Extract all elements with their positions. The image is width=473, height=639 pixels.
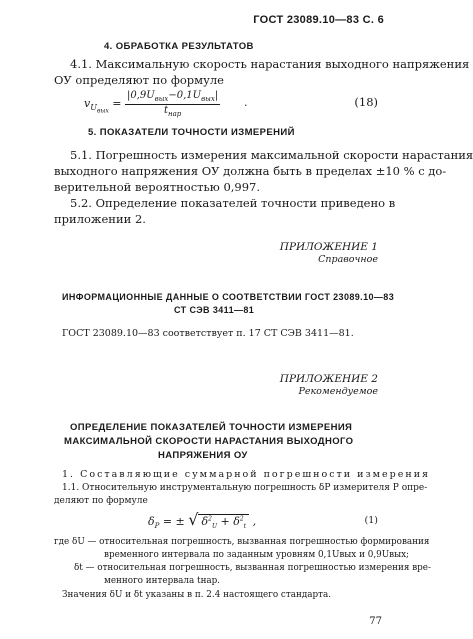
appendix-2-title-line-3: НАПРЯЖЕНИЯ ОУ [158,450,248,461]
formula-lhs: v [84,97,91,110]
section-4-para-line-2: ОУ определяют по формуле [54,73,224,87]
where-line-3: δt — относительная погрешность, вызванная погрешностью измерения вре- [74,563,431,573]
formula-numerator: $|0,9U_{вых}-0,1U_{вых}|$ [126,90,219,103]
sqrt-symbol: √ [188,510,199,529]
appendix-2-title-line-2: МАКСИМАЛЬНОЙ СКОРОСТИ НАРАСТАНИЯ ВЫХОДНОГО [64,436,354,447]
section-5-line-2: выходного напряжения ОУ должна быть в пределах ±10 % с до- [54,164,447,178]
appendix-1-text: ГОСТ 23089.10—83 соответствует п. 17 СТ СЭВ 3411—81. [62,328,354,339]
appendix-2-item-1-1-line-2: деляют по формуле [54,496,148,506]
where-line-1: где δU — относительная погрешность, вызванная погрешностью формирования [54,537,430,547]
section-4-para-line-1: 4.1. Максимальную скорость нарастания выходного напряжения [70,57,470,71]
appendix-1-title-line-2: СТ СЭВ 3411—81 [174,305,255,315]
formula-18-dot: . [244,96,248,109]
where-line-4: менного интервала tнар. [104,576,221,586]
appendix-2-title-line-1: ОПРЕДЕЛЕНИЕ ПОКАЗАТЕЛЕЙ ТОЧНОСТИ ИЗМЕРЕНИЯ [70,422,353,433]
formula-denominator: $t_{нар}$ [163,105,182,118]
page-header: ГОСТ 23089.10—83 С. 6 [253,14,384,26]
formula-lhs-sub: U [90,103,97,113]
appendix-1-title-line-1: ИНФОРМАЦИОННЫЕ ДАННЫЕ О СООТВЕТСТВИИ ГОСТ 23089.10—83 [62,292,395,302]
formula-18-number: (18) [354,95,378,109]
appendix-2-item-1: 1. Составляющие суммарной погрешности измерения [62,469,431,480]
section-5-line-1: 5.1. Погрешность измерения максимальной скорости нарастания [70,148,473,162]
section-5-line-4: 5.2. Определение показателей точности приведено в [70,196,396,210]
appendix-2-type: Рекомендуемое [298,386,378,397]
formula-1-number: (1) [364,515,378,526]
appendix-2-label: ПРИЛОЖЕНИЕ 2 [279,373,378,385]
where-line-5: Значения δU и δt указаны в п. 2.4 настоящего стандарта. [62,590,332,600]
appendix-1-label: ПРИЛОЖЕНИЕ 1 [279,241,378,253]
formula-1: $\delta_P$ = ± √ $\delta^2_U + \delta^2_t$ , [148,510,257,531]
section-5-line-3: верительной вероятностью 0,997. [54,180,261,194]
formula-fraction [125,90,220,118]
formula-equals: = [112,97,122,110]
appendix-2-item-1-1-line-1: 1.1. Относительную инструментальную погрешность δP измерителя P опре- [62,483,428,493]
where-line-2: временного интервала по заданным уровням 0,1Uвых и 0,9Uвых; [104,550,410,560]
section-4-title: 4. ОБРАБОТКА РЕЗУЛЬТАТОВ [104,41,254,52]
formula-lhs-subsub: вых [96,107,109,115]
sqrt-radicand: $\delta^2_U + \delta^2_t$ [198,514,249,530]
section-5-title: 5. ПОКАЗАТЕЛИ ТОЧНОСТИ ИЗМЕРЕНИЙ [88,127,295,138]
formula-18 [84,90,220,118]
section-5-line-5: приложении 2. [54,212,146,226]
page-number: 77 [369,616,382,627]
appendix-1-type: Справочное [318,254,378,265]
